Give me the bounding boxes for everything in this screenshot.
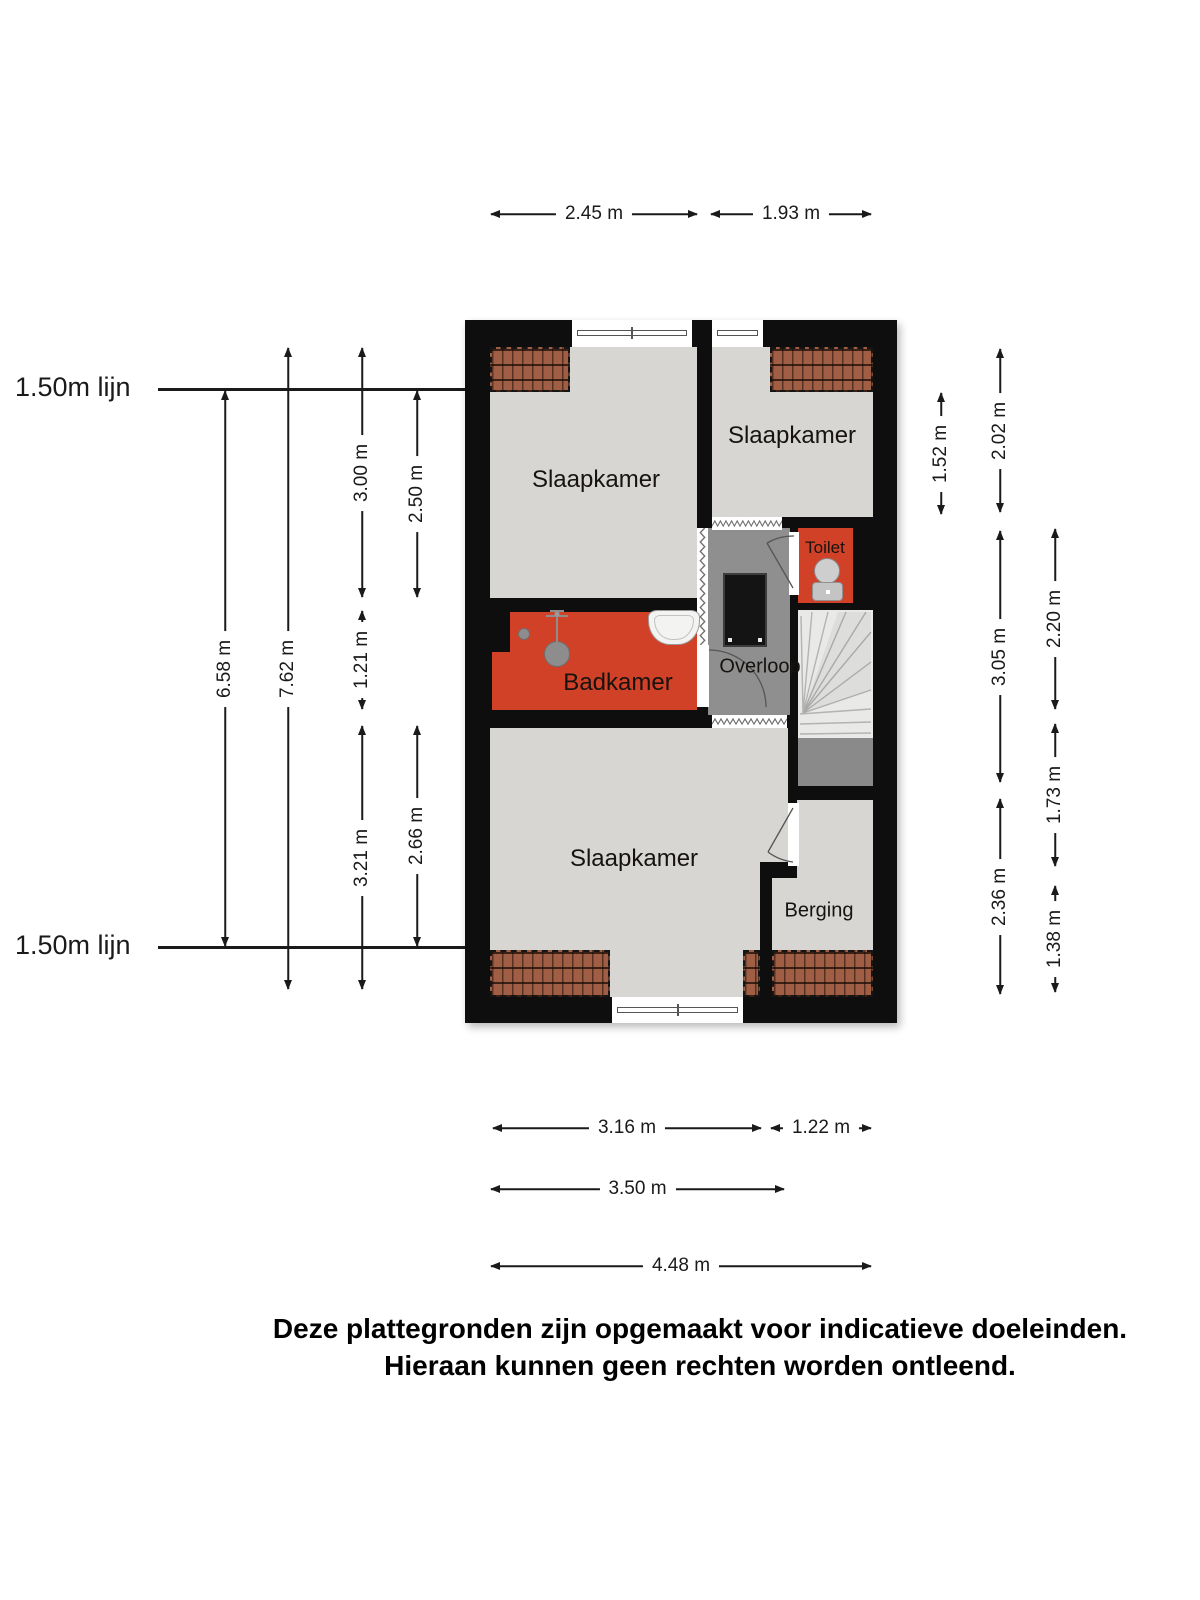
dim-top-left-room-width [490, 202, 698, 226]
dim-label: 7.62 m [276, 630, 300, 706]
dim-left-7-62 [275, 347, 301, 990]
dim-label: 1.38 m [1043, 901, 1067, 977]
dim-label: 1.93 m [753, 203, 829, 225]
dim-right-2-20 [1042, 528, 1068, 710]
dim-left-2-50 [404, 390, 430, 598]
dim-left-3-21 [349, 725, 375, 990]
dim-label: 1.73 m [1043, 757, 1067, 833]
dim-label: 2.02 m [988, 392, 1012, 468]
disclaimer-line-2: Hieraan kunnen geen rechten worden ontleend. [384, 1350, 1016, 1381]
label-toilet: Toilet [805, 538, 845, 557]
stairwell-void [723, 573, 767, 647]
staircase-winder-graphic [798, 610, 873, 738]
dim-label: 2.20 m [1043, 581, 1067, 657]
dim-label: 2.50 m [405, 456, 429, 532]
dim-label: 3.05 m [988, 618, 1012, 694]
door-storage [788, 803, 799, 866]
void-corner-dot [758, 638, 762, 642]
label-bedroom-top-right: Slaapkamer [727, 422, 857, 449]
dim-label: 3.16 m [589, 1117, 665, 1139]
roof-hatch-bottom-left [490, 950, 610, 997]
dim-label: 1.21 m [350, 622, 374, 698]
window-top-right [712, 320, 763, 347]
dim-right-2-02 [987, 348, 1013, 513]
dim-bottom-4-48 [490, 1254, 872, 1278]
void-corner-dot [728, 638, 732, 642]
window-mullion [631, 327, 633, 339]
dim-left-6-58 [212, 390, 238, 947]
zigzag-graphic [712, 517, 782, 530]
shower-dot [518, 628, 530, 640]
dim-right-1-38 [1042, 885, 1068, 993]
window-top-left [572, 320, 692, 347]
dim-label: 1.22 m [783, 1117, 859, 1139]
door-toilet [789, 532, 799, 595]
zigzag-graphic [712, 715, 787, 728]
ref-line-bottom-label: 1.50m lijn [15, 930, 131, 960]
dim-left-2-66 [404, 725, 430, 947]
label-landing: Overloop [719, 655, 801, 678]
window-mullion [677, 1004, 679, 1016]
stair-lower-landing [798, 738, 873, 786]
window-glazing [717, 330, 758, 336]
dim-bottom-1-22 [770, 1116, 872, 1140]
dim-bottom-3-16 [492, 1116, 762, 1140]
dim-label: 2.36 m [988, 858, 1012, 934]
label-bedroom-top-left: Slaapkamer [531, 466, 661, 493]
toilet-bowl [814, 558, 840, 584]
dim-right-1-52 [928, 392, 954, 515]
ref-line-top-label: 1.50m lijn [15, 372, 131, 402]
dim-label: 1.52 m [929, 415, 953, 491]
dim-top-right-room-width [710, 202, 872, 226]
label-storage: Berging [784, 899, 854, 922]
dim-label: 3.50 m [599, 1178, 675, 1200]
dim-left-3-00 [349, 347, 375, 598]
label-bedroom-bottom: Slaapkamer [569, 845, 699, 872]
dim-right-1-73 [1042, 723, 1068, 867]
wall-storage-left [760, 862, 772, 997]
zigzag-bedroom-landing [712, 517, 782, 530]
dim-label: 2.66 m [405, 798, 429, 874]
label-bathroom: Badkamer [563, 669, 673, 696]
roof-hatch-top-right [770, 347, 873, 392]
floorplan [465, 320, 897, 1023]
dim-label: 2.45 m [556, 203, 632, 225]
dim-label: 4.48 m [643, 1255, 719, 1277]
roof-hatch-bottom-mid [743, 950, 760, 997]
roof-hatch-bottom-right [772, 950, 873, 997]
dim-right-3-05 [987, 530, 1013, 783]
window-bottom [612, 997, 743, 1023]
toilet-tank [812, 582, 843, 601]
disclaimer [180, 1310, 1200, 1384]
staircase [798, 610, 873, 738]
dim-right-2-36 [987, 798, 1013, 995]
wall-jog-bathroom [465, 598, 510, 652]
dim-label: 3.00 m [350, 434, 374, 510]
zigzag-landing-bedroom [712, 715, 787, 728]
door-bathroom [697, 645, 709, 707]
dim-left-1-21 [349, 610, 375, 710]
dim-label: 3.21 m [350, 819, 374, 895]
dim-label: 6.58 m [213, 630, 237, 706]
dim-bottom-3-50 [490, 1177, 785, 1201]
roof-hatch-top-left [490, 347, 570, 392]
disclaimer-line-1: Deze plattegronden zijn opgemaakt voor indicatieve doeleinden. [272, 1313, 1128, 1344]
shower-drain [544, 641, 570, 667]
